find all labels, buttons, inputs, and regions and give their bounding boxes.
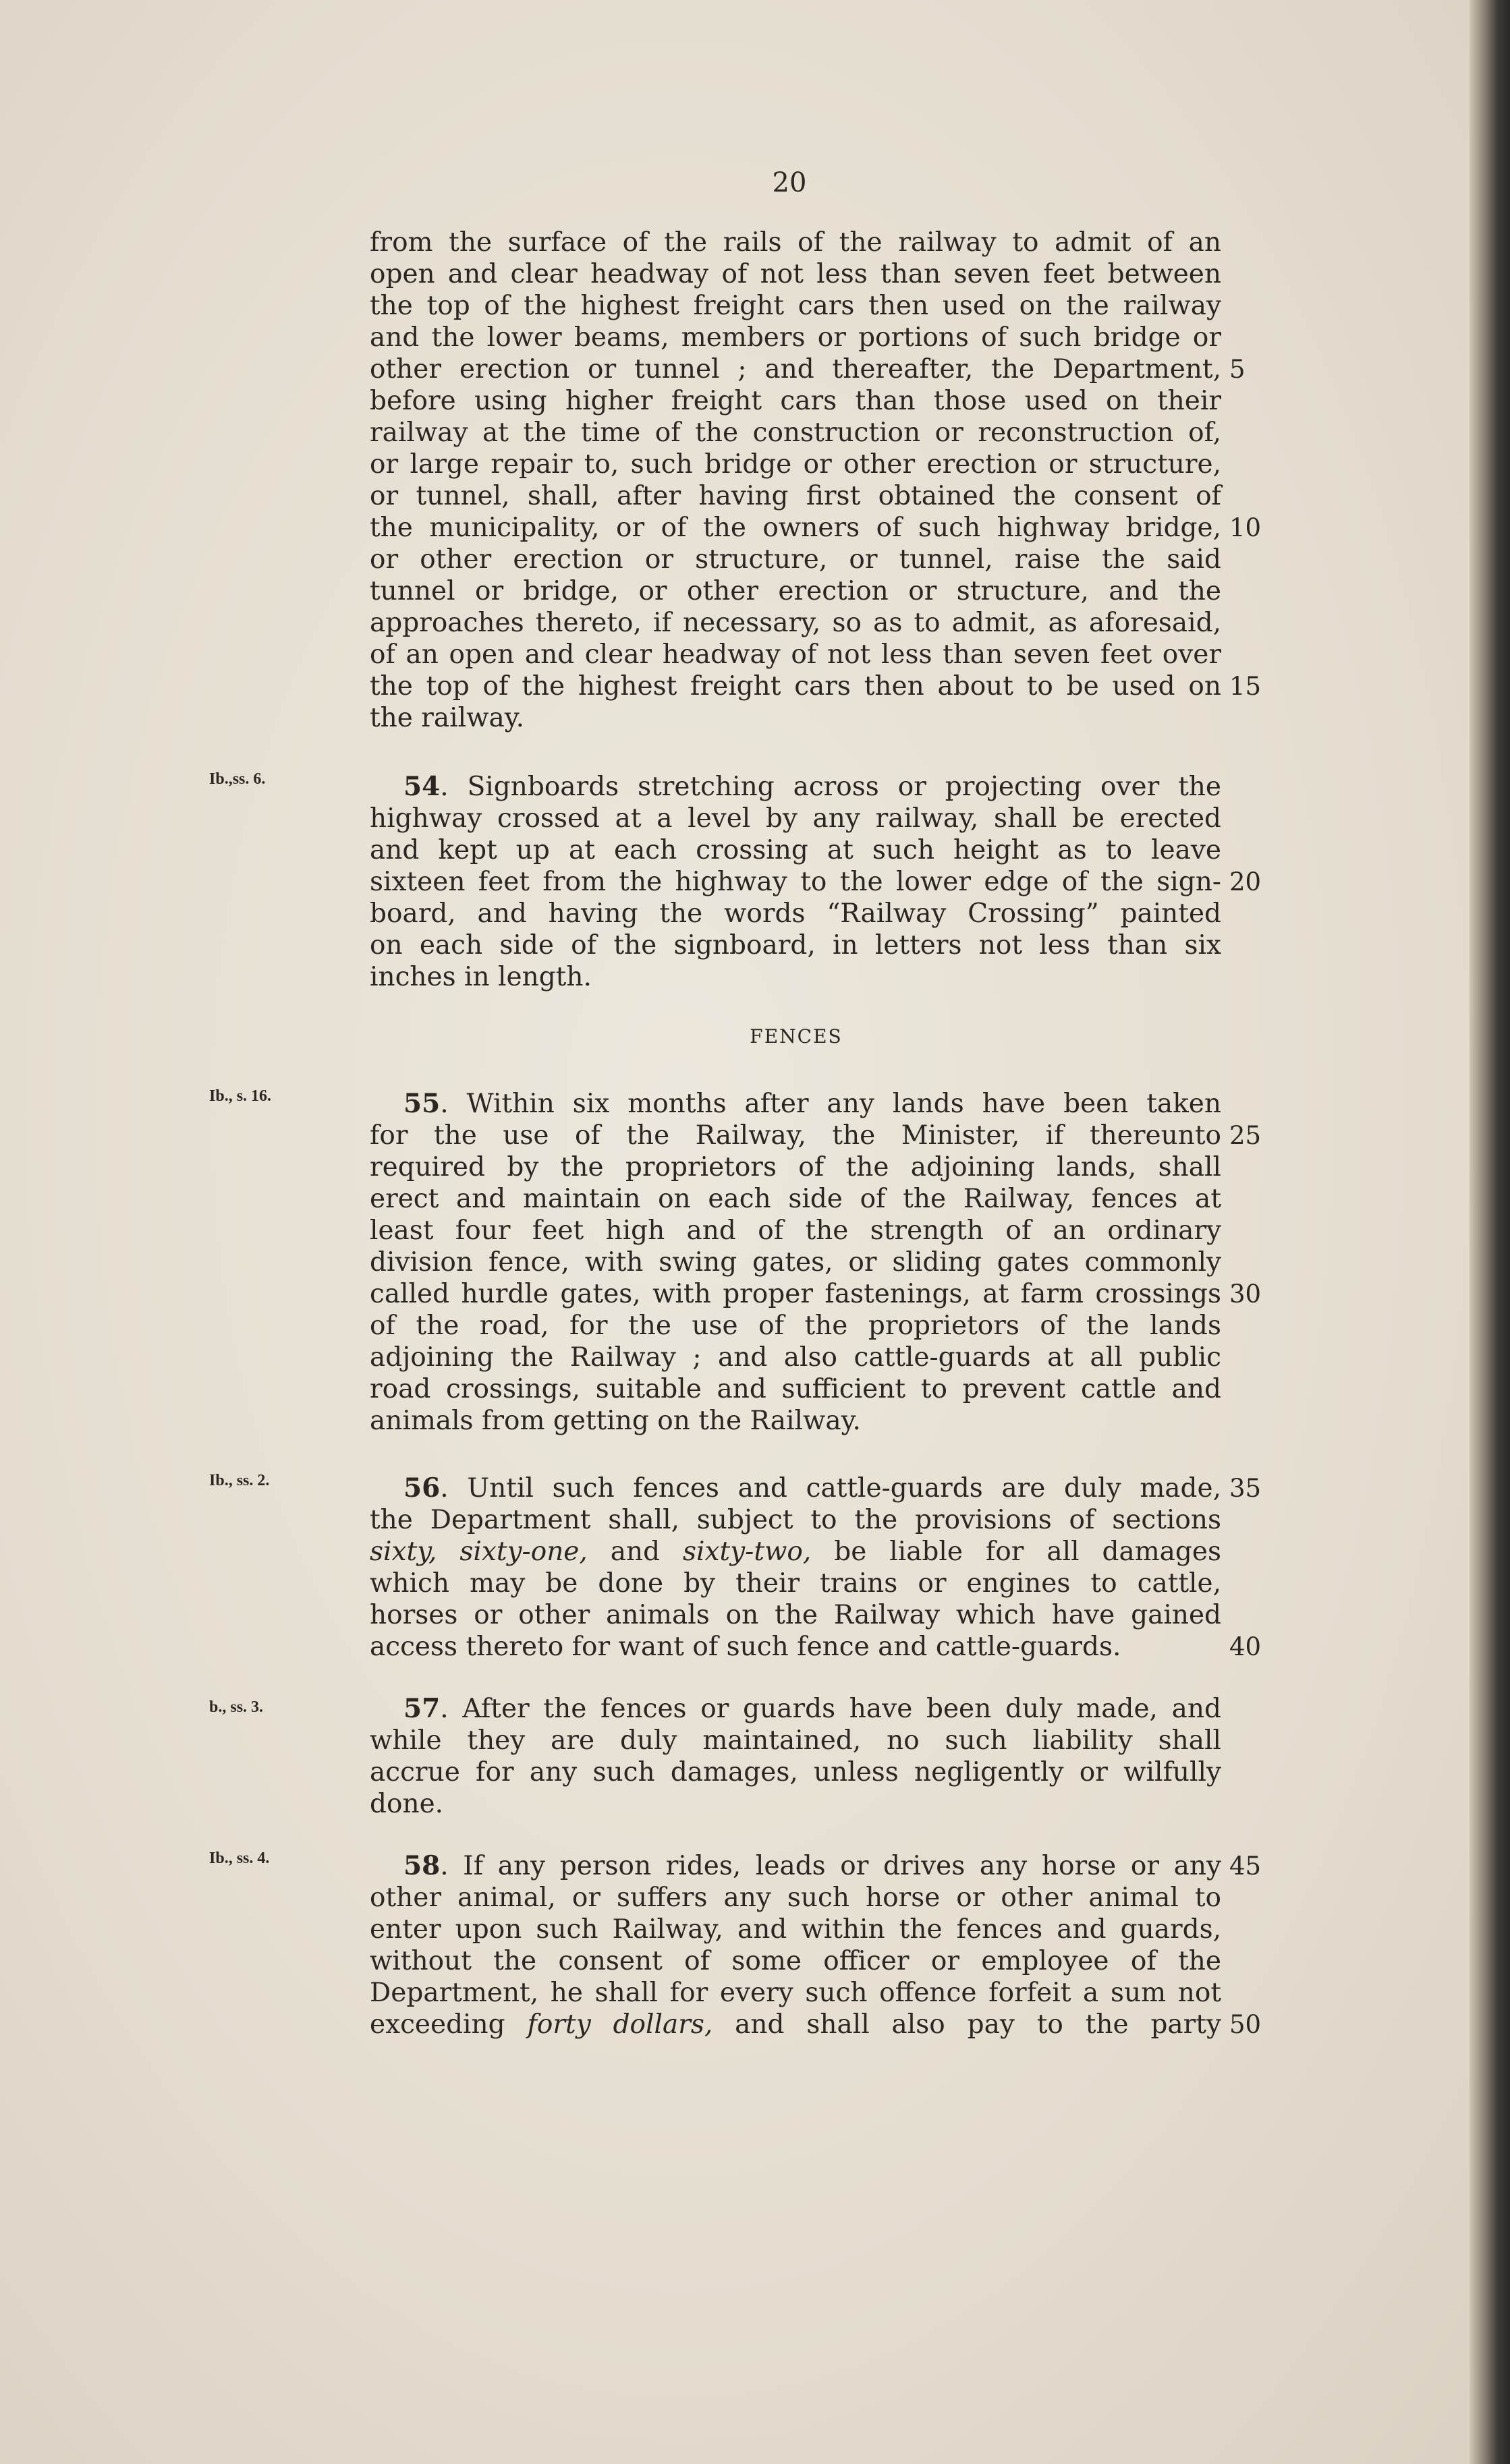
text-line: least four feet high and of the strength of an ordinary bbox=[370, 1215, 1221, 1246]
line-number: 40 bbox=[1229, 1632, 1262, 1661]
text-line: of an open and clear headway of not less than seven feet over bbox=[370, 639, 1221, 670]
section-heading-fences: FENCES bbox=[750, 1025, 843, 1048]
text-line: railway at the time of the construction or reconstruction of, bbox=[370, 418, 1221, 448]
line-number: 5 bbox=[1229, 355, 1246, 384]
text-line: while they are duly maintained, no such liability shall bbox=[370, 1725, 1221, 1756]
text-line: Department, he shall for every such offence forfeit a sum not bbox=[370, 1978, 1221, 2008]
section-first-line bbox=[403, 1088, 1221, 1120]
margin-note: Ib., ss. 2. bbox=[209, 1472, 270, 1489]
margin-note: Ib., s. 16. bbox=[209, 1087, 272, 1105]
text-line: without the consent of some officer or employee of the bbox=[370, 1946, 1221, 1976]
section-first-line bbox=[403, 771, 1221, 803]
text-line: sixteen feet from the highway to the lower edge of the sign- bbox=[370, 867, 1221, 897]
text-line: the top of the highest freight cars then about to be used on bbox=[370, 671, 1221, 701]
section-first-line bbox=[403, 1693, 1221, 1725]
text-line: from the surface of the rails of the railway to admit of an bbox=[370, 227, 1221, 258]
text-line: inches in length. bbox=[370, 962, 592, 992]
text-line: erect and maintain on each side of the Railway, fences at bbox=[370, 1184, 1221, 1214]
text-span: . After the fences or guards have been duly made, and bbox=[440, 1694, 1221, 1724]
text-line: the railway. bbox=[370, 703, 524, 733]
text-line: or large repair to, such bridge or other erection or structure, bbox=[370, 449, 1221, 480]
text-line: adjoining the Railway ; and also cattle-guards at all public bbox=[370, 1342, 1221, 1373]
text-line: of the road, for the use of the proprietors of the lands bbox=[370, 1311, 1221, 1341]
section-number: 56 bbox=[403, 1472, 441, 1503]
text-line: or tunnel, shall, after having first obtained the consent of bbox=[370, 481, 1221, 511]
text-line bbox=[370, 2009, 1221, 2040]
section-number: 57 bbox=[403, 1693, 441, 1724]
italic-text: sixty-two, bbox=[683, 1537, 812, 1567]
line-number: 25 bbox=[1229, 1121, 1262, 1150]
text-line: access thereto for want of such fence and cattle-guards. bbox=[370, 1632, 1121, 1662]
text-span: . Until such fences and cattle-guards are duly made, bbox=[440, 1473, 1221, 1503]
text-span: exceeding bbox=[370, 2009, 528, 2040]
text-line: and kept up at each crossing at such height as to leave bbox=[370, 835, 1221, 865]
text-line: horses or other animals on the Railway which have gained bbox=[370, 1600, 1221, 1630]
italic-text: forty dollars, bbox=[527, 2009, 713, 2040]
text-span: . If any person rides, leads or drives any horse or any bbox=[440, 1851, 1221, 1881]
text-line: other erection or tunnel ; and thereafter, the Department, bbox=[370, 354, 1221, 384]
text-line: and the lower beams, members or portions of such bridge or bbox=[370, 322, 1221, 353]
text-line: the top of the highest freight cars then used on the railway bbox=[370, 291, 1221, 321]
text-line bbox=[370, 1536, 1221, 1568]
text-span: . Within six months after any lands have been taken bbox=[440, 1089, 1221, 1119]
line-number: 20 bbox=[1229, 867, 1262, 896]
text-line: called hurdle gates, with proper fastenings, at farm crossings bbox=[370, 1279, 1221, 1309]
text-line: division fence, with swing gates, or sliding gates commonly bbox=[370, 1247, 1221, 1278]
text-line: tunnel or bridge, or other erection or structure, and the bbox=[370, 576, 1221, 606]
text-line: for the use of the Railway, the Minister, if thereunto bbox=[370, 1120, 1221, 1151]
text-line: before using higher freight cars than those used on their bbox=[370, 386, 1221, 416]
text-line: other animal, or suffers any such horse or other animal to bbox=[370, 1883, 1221, 1913]
text-line: on each side of the signboard, in letters not less than six bbox=[370, 930, 1221, 961]
text-span: and bbox=[587, 1537, 683, 1567]
line-number: 10 bbox=[1229, 513, 1262, 542]
text-span: be liable for all damages bbox=[811, 1537, 1221, 1567]
line-number: 35 bbox=[1229, 1474, 1262, 1503]
text-line: enter upon such Railway, and within the fences and guards, bbox=[370, 1914, 1221, 1945]
text-line: or other erection or structure, or tunnel, raise the said bbox=[370, 544, 1221, 575]
line-number: 15 bbox=[1229, 672, 1262, 701]
text-line: the municipality, or of the owners of such highway bridge, bbox=[370, 513, 1221, 543]
text-span: . Signboards stretching across or projecting over the bbox=[440, 772, 1221, 802]
margin-note: Ib.,ss. 6. bbox=[209, 770, 266, 788]
text-line: which may be done by their trains or engines to cattle, bbox=[370, 1568, 1221, 1599]
line-number: 30 bbox=[1229, 1280, 1262, 1309]
section-number: 58 bbox=[403, 1850, 441, 1881]
text-line: done. bbox=[370, 1789, 444, 1819]
line-number: 50 bbox=[1229, 2010, 1262, 2039]
text-line: required by the proprietors of the adjoining lands, shall bbox=[370, 1152, 1221, 1182]
book-binding-edge bbox=[1470, 0, 1510, 2464]
italic-text: sixty-one, bbox=[459, 1537, 588, 1567]
text-line: road crossings, suitable and sufficient to prevent cattle and bbox=[370, 1374, 1221, 1404]
section-first-line bbox=[403, 1472, 1221, 1504]
text-span: and shall also pay to the party bbox=[712, 2009, 1222, 2040]
text-line: approaches thereto, if necessary, so as to admit, as aforesaid, bbox=[370, 608, 1221, 638]
text-line: the Department shall, subject to the provisions of sections bbox=[370, 1505, 1221, 1535]
text-line: animals from getting on the Railway. bbox=[370, 1406, 861, 1436]
text-line: highway crossed at a level by any railway, shall be erected bbox=[370, 803, 1221, 834]
section-number: 54 bbox=[403, 771, 441, 802]
margin-note: b., ss. 3. bbox=[209, 1698, 264, 1716]
section-first-line bbox=[403, 1850, 1221, 1882]
text-line: open and clear headway of not less than seven feet between bbox=[370, 259, 1221, 289]
line-number: 45 bbox=[1229, 1852, 1262, 1881]
text-line: board, and having the words “Railway Crossing” painted bbox=[370, 898, 1221, 929]
italic-text: sixty, bbox=[370, 1537, 437, 1567]
text-line: accrue for any such damages, unless negligently or wilfully bbox=[370, 1757, 1221, 1787]
page-number: 20 bbox=[772, 167, 807, 198]
section-number: 55 bbox=[403, 1088, 441, 1119]
margin-note: Ib., ss. 4. bbox=[209, 1850, 270, 1867]
